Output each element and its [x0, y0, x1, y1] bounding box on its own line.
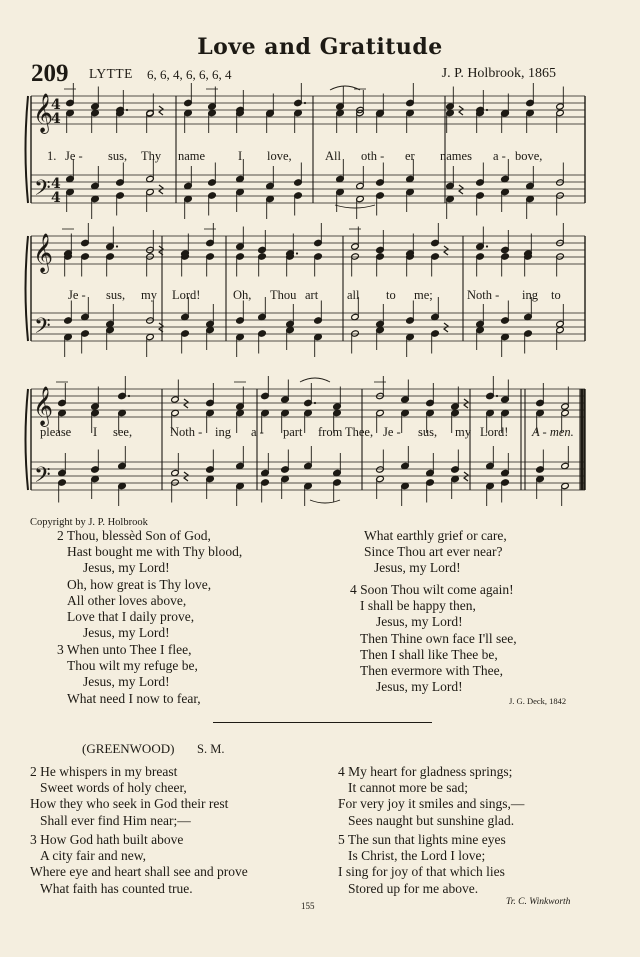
lyric-syllable: Lord! [480, 425, 509, 439]
stanza-line: Hast bought me with Thy blood, [67, 544, 243, 560]
meter: 6, 6, 4, 6, 6, 6, 4 [147, 67, 232, 82]
time-signature: 4 [51, 176, 61, 192]
lyric-syllable: bove, [515, 149, 543, 163]
treble-clef-icon: 𝄞 [33, 233, 54, 273]
lyric-syllable: a - [493, 149, 506, 163]
dot-mark [314, 402, 316, 404]
stanza-line: What need I now to fear, [67, 690, 201, 706]
separator-rule [213, 722, 432, 723]
stanza-line: 3 How God hath built above [30, 832, 184, 847]
hymn-section-title: Love and Gratitude [197, 34, 443, 60]
lyric-syllable: art [305, 288, 319, 302]
slur [310, 500, 340, 503]
hymn2-stanza-4 [338, 764, 524, 829]
stanza-line: Where eye and heart shall see and prove [30, 864, 248, 880]
stanza-line: Jesus, my Lord! [83, 674, 170, 690]
stanza-line: 2 Thou, blessèd Son of God, [57, 528, 211, 543]
stanza-line: Jesus, my Lord! [374, 560, 461, 576]
stanza-line: Since Thou art ever near? [364, 544, 503, 560]
bass-clef-icon: 𝄢 [34, 463, 51, 493]
dot-mark [116, 245, 118, 247]
dot-mark [486, 245, 488, 247]
verse-number: 1. [47, 149, 57, 163]
bass-clef-icon: 𝄢 [34, 314, 51, 344]
stanza-3-continued [364, 528, 507, 577]
stanza-line: 4 My heart for gladness springs; [338, 764, 513, 779]
stanza-line: Jesus, my Lord! [83, 560, 170, 576]
lyric-syllable: sus, [106, 288, 126, 302]
lyric-syllable: a - [251, 425, 264, 439]
slur [335, 205, 375, 208]
stanza-line: 4 Soon Thou wilt come again! [350, 582, 514, 597]
stanza-line: All other loves above, [67, 592, 187, 608]
lyric-syllable: to [551, 288, 561, 302]
lyric-syllable: Oh, [233, 288, 252, 302]
lyric-syllable: names [440, 149, 472, 163]
lyric-syllable: ing [215, 425, 231, 439]
stanza-line: For very joy it smiles and sings,— [338, 796, 525, 812]
tune-name: LYTTE [89, 66, 133, 81]
lyric-syllable: Thee, [345, 425, 374, 439]
bass-clef-icon: 𝄢 [34, 176, 51, 206]
dot-mark [126, 109, 128, 111]
stanza-line: 3 When unto Thee I flee, [57, 642, 192, 657]
rest-mark [464, 472, 468, 481]
stanza-line: How they who seek in God their rest [30, 796, 229, 812]
rest-mark [159, 106, 163, 115]
stanza-line: Jesus, my Lord! [376, 614, 463, 630]
tune-name-2: (GREENWOOD) [82, 741, 175, 756]
lyric-syllable: Je - [383, 425, 401, 439]
time-signature: 4 [51, 111, 61, 127]
lyric-syllable: ing [522, 288, 538, 302]
stanza-4 [350, 582, 517, 695]
stanza-line: What earthly grief or care, [364, 528, 507, 543]
stanza-line: Then Thine own face I'll see, [360, 630, 517, 646]
amen-text: A - men. [532, 425, 574, 439]
lyric-syllable: sus, [418, 425, 438, 439]
hymn2-stanza-2 [30, 764, 228, 829]
lyric-syllable: from [318, 425, 343, 439]
rest-mark [459, 106, 463, 115]
dot-mark [128, 395, 130, 397]
lyric-syllable: all [347, 288, 360, 302]
lyric-syllable: Noth - [170, 425, 203, 439]
system-brace [26, 236, 29, 341]
stanza-line: It cannot more be sad; [348, 780, 468, 796]
treble-clef-icon: 𝄞 [33, 386, 54, 426]
rest-mark [464, 399, 468, 408]
lyric-syllable: my [141, 288, 157, 302]
stanza-line: Oh, how great is Thy love, [67, 576, 212, 592]
system-brace [26, 389, 29, 490]
lyric-syllable: Je - [65, 149, 83, 163]
slur [300, 378, 330, 382]
rest-mark [444, 323, 448, 332]
lyric-syllable: er [405, 149, 415, 163]
stanza-line: Shall ever find Him near;— [40, 812, 191, 828]
lyric-syllable: my [455, 425, 471, 439]
rest-mark [444, 246, 448, 255]
lyric-syllable: please [40, 425, 72, 439]
lyric-syllable: to [386, 288, 396, 302]
lyric-syllable: love, [267, 149, 292, 163]
stanza-line: Then I shall like Thee be, [360, 646, 498, 662]
lyric-syllable: part [283, 425, 303, 439]
lyric-syllable: Lord! [172, 288, 201, 302]
rest-mark [459, 185, 463, 194]
lyric-syllable: see, [113, 425, 133, 439]
stanza-line: Is Christ, the Lord I love; [348, 848, 486, 864]
stanza-line: I sing for joy of that which lies [338, 864, 505, 880]
time-signature: 4 [51, 190, 61, 206]
rest-mark [184, 472, 188, 481]
hymn-author: J. G. Deck, 1842 [509, 696, 567, 706]
time-signature: 4 [51, 97, 61, 113]
rest-mark [184, 399, 188, 408]
rest-mark [159, 185, 163, 194]
stanza-line: Stored up for me above. [348, 880, 479, 896]
dot-mark [304, 102, 306, 104]
lyric-syllable: name [178, 149, 206, 163]
hymn2-stanza-5 [338, 832, 506, 897]
stanza-line: A city fair and new, [40, 848, 146, 864]
stanza-line: Sees naught but sunshine glad. [348, 812, 515, 828]
lyric-syllable: Thy [141, 149, 162, 163]
lyric-syllable: I [238, 149, 243, 163]
lyric-syllable: sus, [108, 149, 128, 163]
stanza-line: Sweet words of holy cheer, [40, 780, 187, 796]
translator: Tr. C. Winkworth [506, 897, 571, 907]
stanza-line: Love that I daily prove, [67, 609, 195, 625]
system-brace [26, 96, 29, 203]
stanza-line: 2 He whispers in my breast [30, 764, 178, 779]
stanza-line: Then evermore with Thee, [360, 663, 503, 679]
dot-mark [496, 395, 498, 397]
dot-mark [486, 109, 488, 111]
stanza-2 [57, 528, 242, 641]
lyric-syllable: Je - [68, 288, 86, 302]
page-number: 155 [301, 901, 315, 911]
stanza-line: Jesus, my Lord! [376, 679, 463, 695]
stanza-line: What faith has counted true. [40, 880, 193, 896]
lyric-syllable: I [93, 425, 98, 439]
copyright-notice: Copyright by J. P. Holbrook [30, 517, 148, 528]
composer: J. P. Holbrook, 1865 [441, 66, 556, 81]
dot-mark [296, 252, 298, 254]
stanza-line: 5 The sun that lights mine eyes [338, 832, 506, 847]
treble-clef-icon: 𝄞 [33, 93, 54, 133]
stanza-line: Jesus, my Lord! [83, 625, 170, 641]
lyric-syllable: Thou [270, 288, 297, 302]
stanza-3 [57, 642, 201, 707]
stanza-line: I shall be happy then, [360, 598, 476, 614]
lyric-syllable: me; [414, 288, 433, 302]
meter-2: S. M. [197, 742, 225, 756]
lyric-syllable: Noth - [467, 288, 500, 302]
lyric-syllable: oth - [361, 149, 385, 163]
lyric-syllable: All [325, 149, 341, 163]
stanza-line: Thou wilt my refuge be, [67, 658, 198, 674]
hymn2-stanza-3 [30, 832, 248, 897]
hymn-number: 209 [31, 60, 69, 87]
